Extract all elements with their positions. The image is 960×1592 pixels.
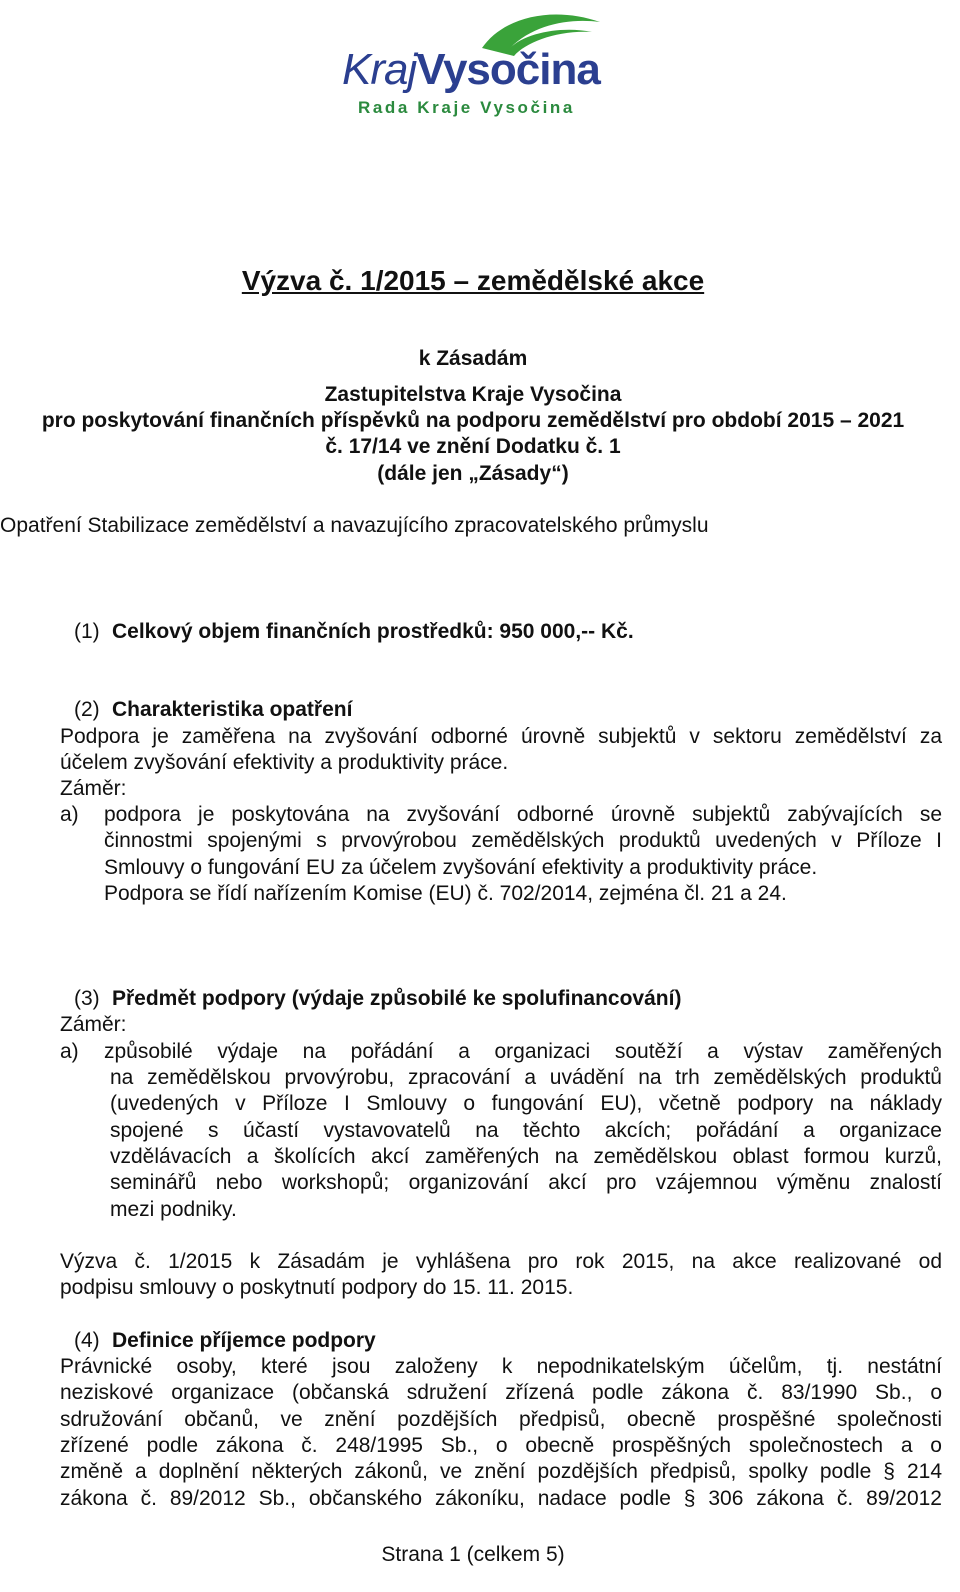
section-2-paragraph-line: Podpora je zaměřena na zvyšování odborné úrovně subjektů v sektoru zemědělství za [60, 725, 942, 748]
section-3-item-a-line: na zemědělskou prvovýrobu, zpracování a uvádění na trh zemědělských produktů [110, 1066, 942, 1089]
header-line-1: k Zásadám [418, 347, 528, 370]
section-3-item-a-line: způsobilé výdaje na pořádání a organizaci soutěží a výstav zaměřených [104, 1040, 942, 1063]
section-2-heading [74, 697, 352, 723]
section-2-item-a-line: činnostmi spojenými s prvovýrobou zemědělských produktů uvedených v Příloze I [104, 829, 942, 852]
section-2-zamer-label: Záměr: [60, 777, 127, 800]
page-title: Výzva č. 1/2015 – zemědělské akce [241, 265, 705, 296]
section-2-item-a-line: podpora je poskytována na zvyšování odborné úrovně subjektů zabývajících se [104, 803, 942, 826]
section-4-line: zřízené podle zákona č. 248/1995 Sb., o obecně prospěšných společnostech a o [60, 1434, 942, 1457]
section-4-title: Definice příjemce podpory [112, 1329, 376, 1352]
measure-heading: Opatření Stabilizace zemědělství a navazujícího zpracovatelského průmyslu [0, 514, 709, 537]
section-3-item-a-label: a) [60, 1040, 79, 1063]
section-3-item-a-line: spojené s účastí vystavovatelů na těchto akcích; pořádání a organizace [110, 1119, 942, 1142]
section-2-item-a-line: Podpora se řídí nařízením Komise (EU) č. 702/2014, zejména čl. 21 a 24. [104, 882, 787, 905]
logo-subtitle: Rada Kraje Vysočina [358, 98, 575, 117]
header-line-4: č. 17/14 ve znění Dodatku č. 1 [325, 435, 621, 458]
section-4-number: (4) [74, 1329, 100, 1352]
section-4-line: Právnické osoby, které jsou založeny k nepodnikatelským účelům, tj. nestátní [60, 1355, 942, 1378]
logo-word-vysocina: Vysočina [416, 45, 600, 94]
logo-wordmark [342, 44, 600, 96]
section-1-heading [74, 619, 634, 645]
section-4-line: sdružování občanů, ve znění pozdějších předpisů, obecně prospěšné společnosti [60, 1408, 942, 1431]
section-4-heading [74, 1328, 376, 1354]
section-3-number: (3) [74, 987, 100, 1010]
section-2-title: Charakteristika opatření [112, 698, 353, 721]
section-3-item-a-line: mezi podniky. [110, 1198, 237, 1221]
section-1-title: Celkový objem finančních prostředků: 950 000,-- Kč. [112, 620, 634, 643]
section-2-number: (2) [74, 698, 100, 721]
section-3-heading [74, 986, 681, 1012]
section-4-line: zákona č. 89/2012 Sb., občanského zákoníku, nadace podle § 306 zákona č. 89/2012 [60, 1487, 942, 1510]
header-line-2: Zastupitelstva Kraje Vysočina [324, 383, 622, 406]
section-3-item-a-line: seminářů nebo workshopů; organizování akcí pro vzájemnou výměnu znalostí [110, 1171, 942, 1194]
header-line-5: (dále jen „Zásady“) [377, 462, 569, 485]
section-2-item-a-line: Smlouvy o fungování EU za účelem zvyšování efektivity a produktivity práce. [104, 856, 818, 879]
page-number-footer: Strana 1 (celkem 5) [381, 1543, 565, 1566]
section-3-item-a-line: vzdělávacích a školících akcí zaměřených na zemědělskou oblast formou kurzů, [110, 1145, 942, 1168]
section-2-item-a-label: a) [60, 803, 79, 826]
kraj-vysocina-logo [334, 8, 614, 116]
logo-word-kraj: Kraj [342, 45, 417, 94]
header-line-3: pro poskytování finančních příspěvků na podporu zemědělství pro období 2015 – 2021 [41, 409, 905, 432]
section-3-title: Předmět podpory (výdaje způsobilé ke spolufinancování) [112, 987, 682, 1010]
section-3-zamer-label: Záměr: [60, 1013, 127, 1036]
section-4-line: neziskové organizace (občanská sdružení zřízená podle zákona č. 83/1990 Sb., o [60, 1381, 942, 1404]
section-3-item-a-line: (uvedených v Příloze I Smlouvy o fungování EU), včetně podpory na náklady [110, 1092, 942, 1115]
section-3-call-line: podpisu smlouvy o poskytnutí podpory do 15. 11. 2015. [60, 1276, 574, 1299]
section-4-line: změně a doplnění některých zákonů, ve znění pozdějších předpisů, spolky podle § 214 [60, 1460, 942, 1483]
section-2-paragraph-line: účelem zvyšování efektivity a produktivity práce. [60, 751, 509, 774]
section-3-call-line: Výzva č. 1/2015 k Zásadám je vyhlášena pro rok 2015, na akce realizované od [60, 1250, 942, 1273]
section-1-number: (1) [74, 620, 100, 643]
